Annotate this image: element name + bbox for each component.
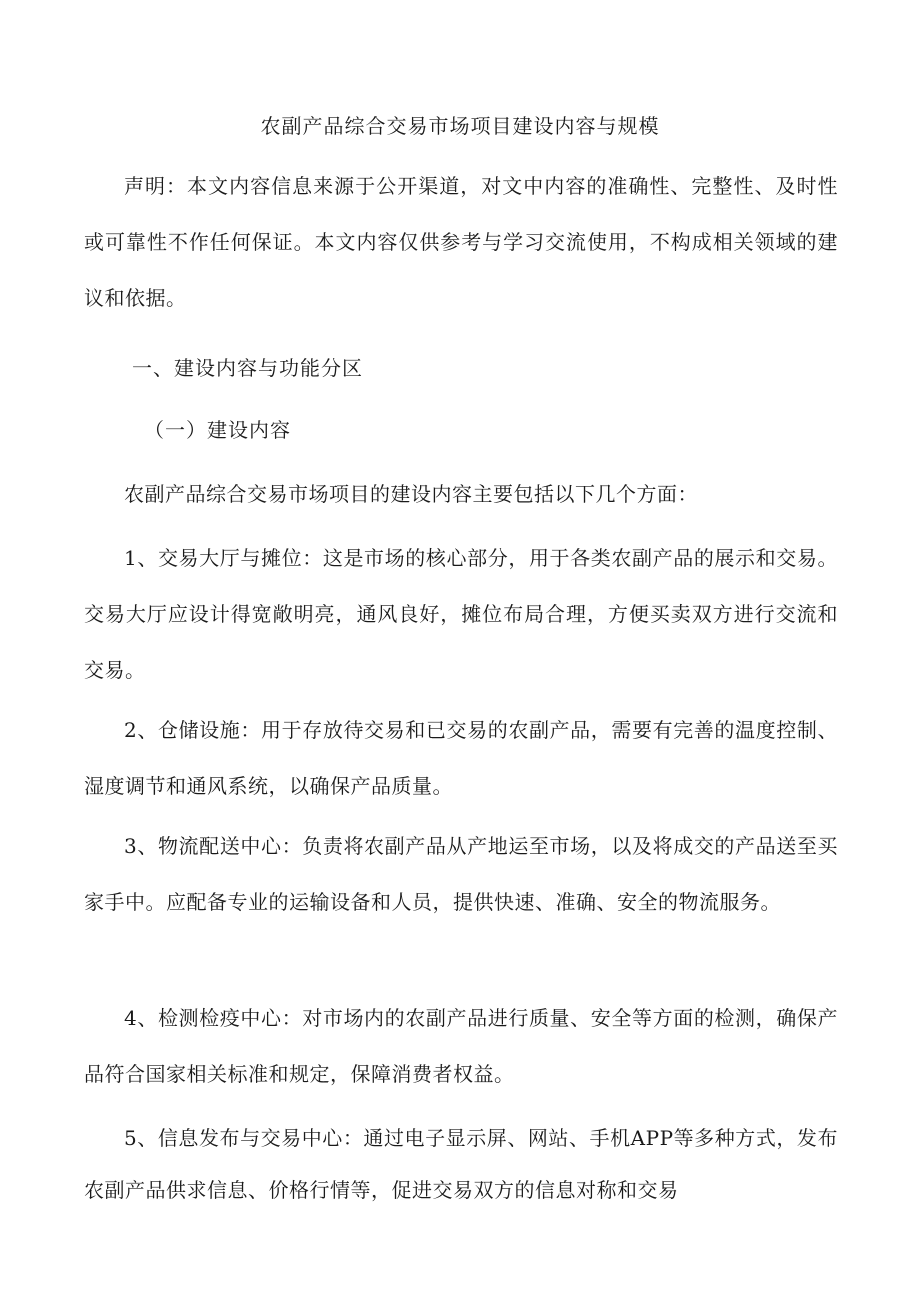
intro-paragraph: 农副产品综合交易市场项目的建设内容主要包括以下几个方面： (124, 482, 698, 506)
disclaimer-paragraph: 声明：本文内容信息来源于公开渠道，对文中内容的准确性、完整性、及时性或可靠性不作任何保证。本文内容仅供参考与学习交流使用，不构成相关领域的建议和依据。 (84, 174, 838, 310)
list-item-logistics: 3、物流配送中心：负责将农副产品从产地运至市场，以及将成交的产品送至买家手中。应配备专业的运输设备和人员，提供快速、准确、安全的物流服务。 (84, 834, 838, 914)
list-item-storage: 2、仓储设施：用于存放待交易和已交易的农副产品，需要有完善的温度控制、湿度调节和通风系统，以确保产品质量。 (84, 718, 838, 798)
section-heading: 一、建设内容与功能分区 (132, 356, 363, 380)
list-item-info-center: 5、信息发布与交易中心：通过电子显示屏、网站、手机APP等多种方式，发布农副产品供求信息、价格行情等，促进交易双方的信息对称和交易 (84, 1126, 838, 1202)
subsection-heading: （一）建设内容 (144, 418, 291, 442)
list-item-inspection: 4、检测检疫中心：对市场内的农副产品进行质量、安全等方面的检测，确保产品符合国家相关标准和规定，保障消费者权益。 (84, 1006, 838, 1086)
list-item-trading-hall: 1、交易大厅与摊位：这是市场的核心部分，用于各类农副产品的展示和交易。交易大厅应设计得宽敞明亮，通风良好，摊位布局合理，方便买卖双方进行交流和交易。 (84, 546, 838, 682)
document-title: 农副产品综合交易市场项目建设内容与规模 (260, 114, 660, 138)
